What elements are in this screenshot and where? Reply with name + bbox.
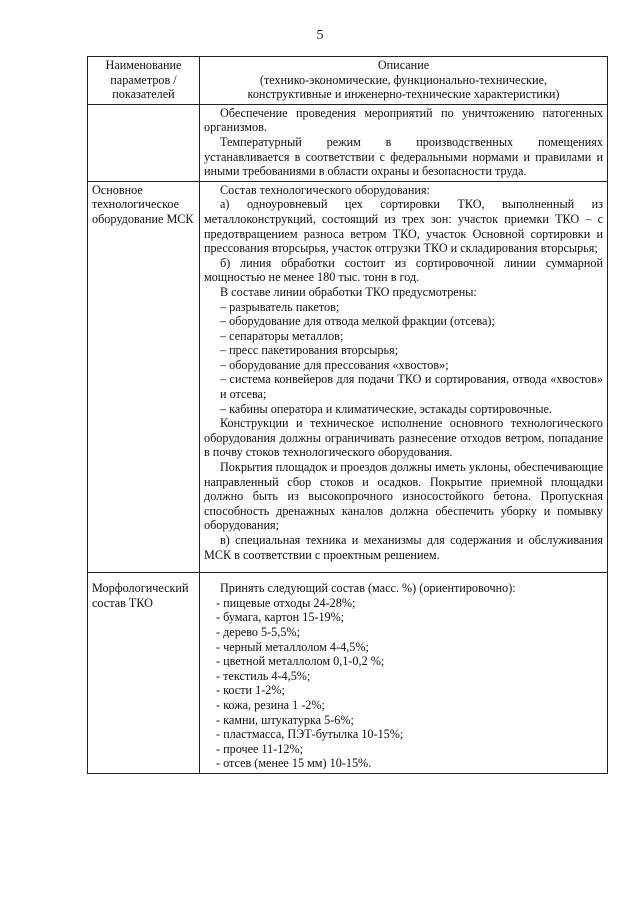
row3-description xyxy=(200,573,608,774)
page-number: 5 xyxy=(316,28,324,43)
row2-param: Основное технологическое оборудование МСК xyxy=(88,181,200,572)
paragraph: б) линия обработки состоит из сортировочной линии суммарной мощностью не менее 180 тыс. тонн в год. xyxy=(204,255,603,285)
header-description xyxy=(200,57,608,105)
table-row xyxy=(88,573,608,774)
list-item: - пластмасса, ПЭТ-бутылка 10-15%; xyxy=(216,727,404,742)
list-item: – система конвейеров для подачи ТКО и сортирования, отвода «хвостов» и отсева; xyxy=(220,372,603,402)
list-item: - бумага, картон 15-19%; xyxy=(216,610,345,625)
paragraph: в) специальная техника и механизмы для содержания и обслуживания МСК в соответствии с проектным решением. xyxy=(204,533,603,562)
list-item: – оборудование для прессования «хвостов»; xyxy=(220,357,449,372)
list-item: - камни, штукатурка 5-6%; xyxy=(216,712,354,727)
paragraph: Конструкции и техническое исполнение основного технологического оборудования должны ограничивать разнесение отходов ветром, попадание в почву стоков технологического оборудования. xyxy=(204,416,603,460)
list-item: - прочее 11-12%; xyxy=(216,741,304,756)
row1-description xyxy=(200,104,608,181)
list-item: – пресс пакетирования вторсырья; xyxy=(220,343,399,358)
header-parameters xyxy=(88,57,200,105)
header-col1-line: параметров / xyxy=(110,72,177,87)
list-item: - черный металлолом 4-4,5%; xyxy=(216,639,369,654)
paragraph: Состав технологического оборудования: xyxy=(220,182,430,197)
list-item: – сепараторы металлов; xyxy=(220,328,344,343)
specification-table xyxy=(87,56,608,774)
paragraph: Температурный режим в производственных помещениях устанавливается в соответствии с федеральными нормами и правилами и иными требованиями в области охраны и безопасности труда. xyxy=(204,134,603,179)
table-row xyxy=(88,104,608,181)
table-header-row xyxy=(88,57,608,105)
paragraph: Обеспечение проведения мероприятий по уничтожению патогенных организмов. xyxy=(204,105,603,135)
list-item: - кожа, резина 1 -2%; xyxy=(216,697,325,712)
list-item: - текстиль 4-4,5%; xyxy=(216,668,311,683)
list-item: - отсев (менее 15 мм) 10-15%. xyxy=(216,756,372,771)
header-col1-line: показателей xyxy=(112,87,175,102)
list-item: – оборудование для отвода мелкой фракции (отсева); xyxy=(220,314,495,329)
list-item: - кости 1-2%; xyxy=(216,683,285,698)
paragraph: В составе линии обработки ТКО предусмотрены: xyxy=(220,284,477,299)
row1-param xyxy=(88,104,200,181)
header-col2-line: (технико-экономические, функционально-технические, xyxy=(259,72,548,87)
equipment-list xyxy=(204,300,603,417)
header-col2-line: конструктивные и инженерно-технические характеристики) xyxy=(247,87,560,102)
row3-param: Морфологический состав ТКО xyxy=(88,573,200,774)
paragraph: Покрытия площадок и проездов должны иметь уклоны, обеспечивающие направленный сбор стоков и осадков. Покрытие приемной площадки должно быть из высокопрочного износостойкого бетона. Пропускная способность дренажных каналов должна обеспечить уборку и помывку оборудования; xyxy=(204,460,603,533)
paragraph: Принять следующий состав (масс. %) (ориентировочно): xyxy=(220,581,516,596)
list-item: - цветной металлолом 0,1-0,2 %; xyxy=(216,654,385,669)
list-item: - дерево 5-5,5%; xyxy=(216,624,300,639)
row2-description xyxy=(200,181,608,572)
paragraph: а) одноуровневый цех сортировки ТКО, выполненный из металлоконструкций, состоящий из трех зон: участок приемки ТКО – с предотвращением разноса ветром ТКО, участок Основной сортировки и прессования вторсырья, участок отгрузки ТКО и складирования вторсырья; xyxy=(204,197,603,256)
list-item: - пищевые отходы 24-28%; xyxy=(216,595,356,610)
header-col2-line: Описание xyxy=(377,58,430,72)
list-item: – кабины оператора и климатические, эстакады сортировочные. xyxy=(220,401,552,416)
composition-list xyxy=(204,596,603,771)
table-row xyxy=(88,181,608,572)
header-col1-line: Наименование xyxy=(105,58,182,72)
list-item: – разрыватель пакетов; xyxy=(220,299,340,314)
